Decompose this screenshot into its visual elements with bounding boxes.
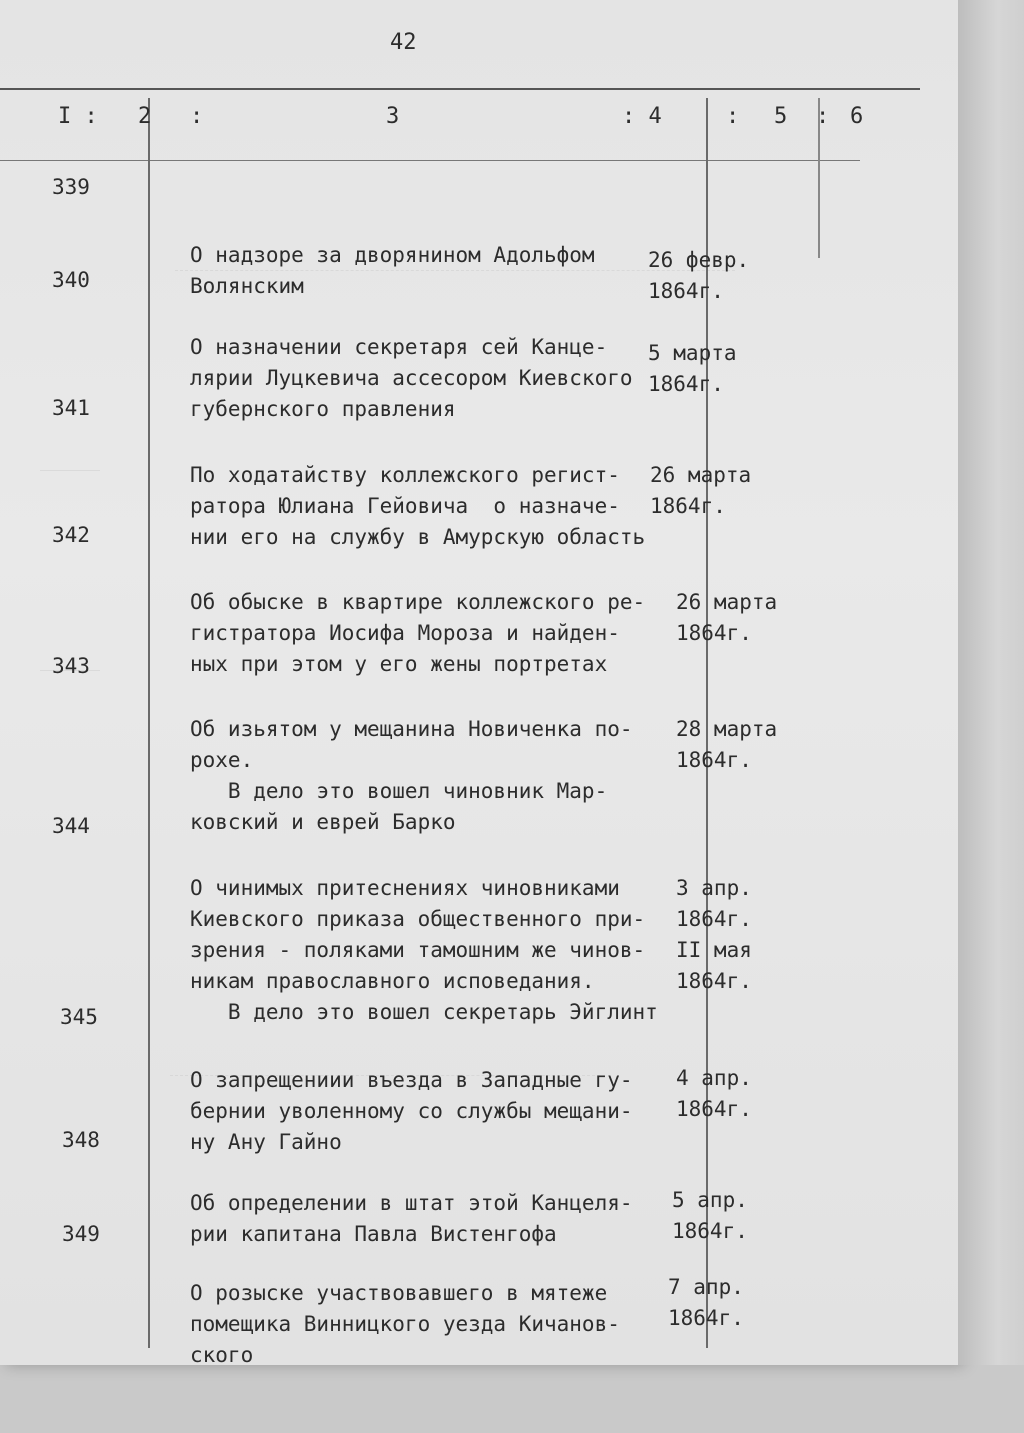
col-header-sep-5: : [726, 104, 740, 129]
header-top-rule [0, 88, 920, 90]
row-title: О надзоре за дворянином Адольфом Волянским [190, 243, 595, 298]
row-number: 344 [52, 814, 90, 838]
column-divider-1 [148, 98, 150, 1348]
row-title: Об изьятом у мещанина Новиченка по- рохе. В дело это вошел чиновник Мар- ковский и еврей Барко [190, 717, 633, 834]
page-number: 42 [390, 30, 417, 55]
row-date: 5 апр. 1864г. [672, 1188, 748, 1243]
col-header-4: : 4 [622, 104, 662, 129]
row-date: 28 марта 1864г. [676, 717, 778, 772]
row-number: 342 [52, 523, 90, 547]
col-header-2: 2 [138, 104, 152, 129]
row-number: 348 [62, 1128, 100, 1152]
col-header-3: 3 [386, 104, 400, 129]
row-title: По ходатайству коллежского регист- ратора Юлиана Гейовича о назначе- нии его на службу в Амурскую область [190, 463, 646, 549]
row-date: 26 марта 1864г. [676, 590, 778, 645]
row-date: 4 апр. 1864г. [676, 1066, 752, 1121]
row-number: 345 [60, 1005, 98, 1029]
row-number: 339 [52, 175, 90, 199]
page-edge-shadow [958, 0, 1024, 1365]
row-number: 343 [52, 654, 90, 678]
row-title: Об обыске в квартире коллежского ре- гистратора Иосифа Мороза и найден- ных при этом у его жены портретах [190, 590, 646, 676]
col-header-sep-6: : [816, 104, 830, 129]
row-number: 349 [62, 1222, 100, 1246]
col-header-1: I : [58, 104, 98, 129]
col-header-6: 6 [850, 104, 864, 129]
header-bottom-rule [0, 160, 860, 161]
row-title: О розыске участвовавшего в мятеже помещика Винницкого уезда Кичанов- ского [190, 1281, 620, 1367]
row-date: 26 марта 1864г. [650, 463, 752, 518]
row-title: О чинимых притеснениях чиновниками Киевского приказа общественного при- зрения - поляками тамошним же чинов- никам православного исповедания. В дело это вошел секретарь Эйглинт [190, 876, 658, 1024]
col-header-5: 5 [774, 104, 788, 129]
row-title: О запрещениии въезда в Западные гу- бернии уволенному со службы мещани- ну Ану Гайно [190, 1068, 633, 1154]
row-date: 26 февр. 1864г. [648, 248, 750, 303]
col-header-sep-2: : [190, 104, 204, 129]
row-title: Об определении в штат этой Канцеля- рии капитана Павла Вистенгофа [190, 1191, 633, 1246]
row-title: О назначении секретаря сей Канце- лярии Луцкевича ассесором Киевского губернского правления [190, 335, 633, 421]
row-date: 3 апр. 1864г. II мая 1864г. [676, 876, 752, 993]
row-number: 341 [52, 396, 90, 420]
row-date: 5 марта 1864г. [648, 341, 737, 396]
row-date: 7 апр. 1864г. [668, 1275, 744, 1330]
row-number: 340 [52, 268, 90, 292]
